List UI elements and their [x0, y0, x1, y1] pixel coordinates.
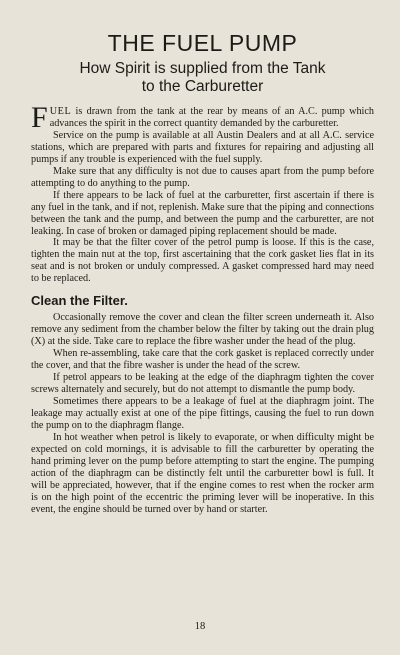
paragraph: If there appears to be lack of fuel at the carburetter, first ascertain if there is any fuel in the tank, and if not, replenish. Make sure that the piping and connections between the tank and the pump, and between the pump and the carburetter, are not leaking. In case of broken or damaged piping replacement should be made. [31, 189, 374, 237]
intro-text: is drawn from the tank at the rear by means of an A.C. pump which advances the spirit in the correct quantity demanded by the carburetter. [49, 106, 374, 129]
paragraph: Service on the pump is available at all Austin Dealers and at all A.C. service stations, which are prepared with parts and fixtures for repairing and adjusting all pumps if any trouble is experienced with the fuel supply. [31, 129, 374, 165]
paragraph: Occasionally remove the cover and clean the filter screen underneath it. Also remove any sediment from the chamber below the filter by taking out the drain plug (X) at the side. Take care to replace the fibre washer under the head of the plug. [31, 312, 374, 348]
paragraph: It may be that the filter cover of the petrol pump is loose. If this is the case, tighten the main nut at the top, first ascertaining that the cork gasket lies flat in its seat and is not broken or unduly compressed. A gasket compressed hard may need to be replaced. [31, 237, 374, 285]
paragraph: Make sure that any difficulty is not due to causes apart from the pump before attempting to do anything to the pump. [31, 165, 374, 189]
page-number: 18 [194, 621, 206, 632]
article-body [31, 101, 374, 516]
subtitle-line-1: How Spirit is supplied from the Tank [79, 60, 326, 77]
page-subtitle [31, 60, 374, 96]
intro-lead: UEL [49, 106, 72, 117]
paragraph: If petrol appears to be leaking at the edge of the diaphragm tighten the cover screws alternately and securely, but do not attempt to dismantle the pump body. [31, 372, 374, 396]
subtitle-line-2: to the Carburetter [141, 78, 264, 95]
intro-paragraph [31, 101, 374, 134]
paragraph: Sometimes there appears to be a leakage of fuel at the diaphragm joint. The leakage may actually exist at one of the pipe fittings, causing the fuel to run down the pump on to the diaphragm flange. [31, 395, 374, 431]
paragraph: In hot weather when petrol is likely to evaporate, or when difficulty might be expected on cold mornings, it is advisable to fill the carburetter by operating the hand priming lever on the pump before attempting to start the engine. The pumping action of the diaphragm can be distinctly felt until the carburetter bowl is full. It will be appreciated, however, that if the engine comes to rest when the rocker arm is on the high point of the eccentric the priming lever will be inoperative. In this event, the engine should be turned over by hand or starter. [31, 431, 374, 515]
page-title: THE FUEL PUMP [107, 30, 298, 56]
paragraph: When re-assembling, take care that the cork gasket is replaced correctly under the cover, and that the fibre washer is under the head of the screw. [31, 348, 374, 372]
section-heading: Clean the Filter. [31, 293, 128, 309]
drop-cap: F [31, 101, 48, 134]
